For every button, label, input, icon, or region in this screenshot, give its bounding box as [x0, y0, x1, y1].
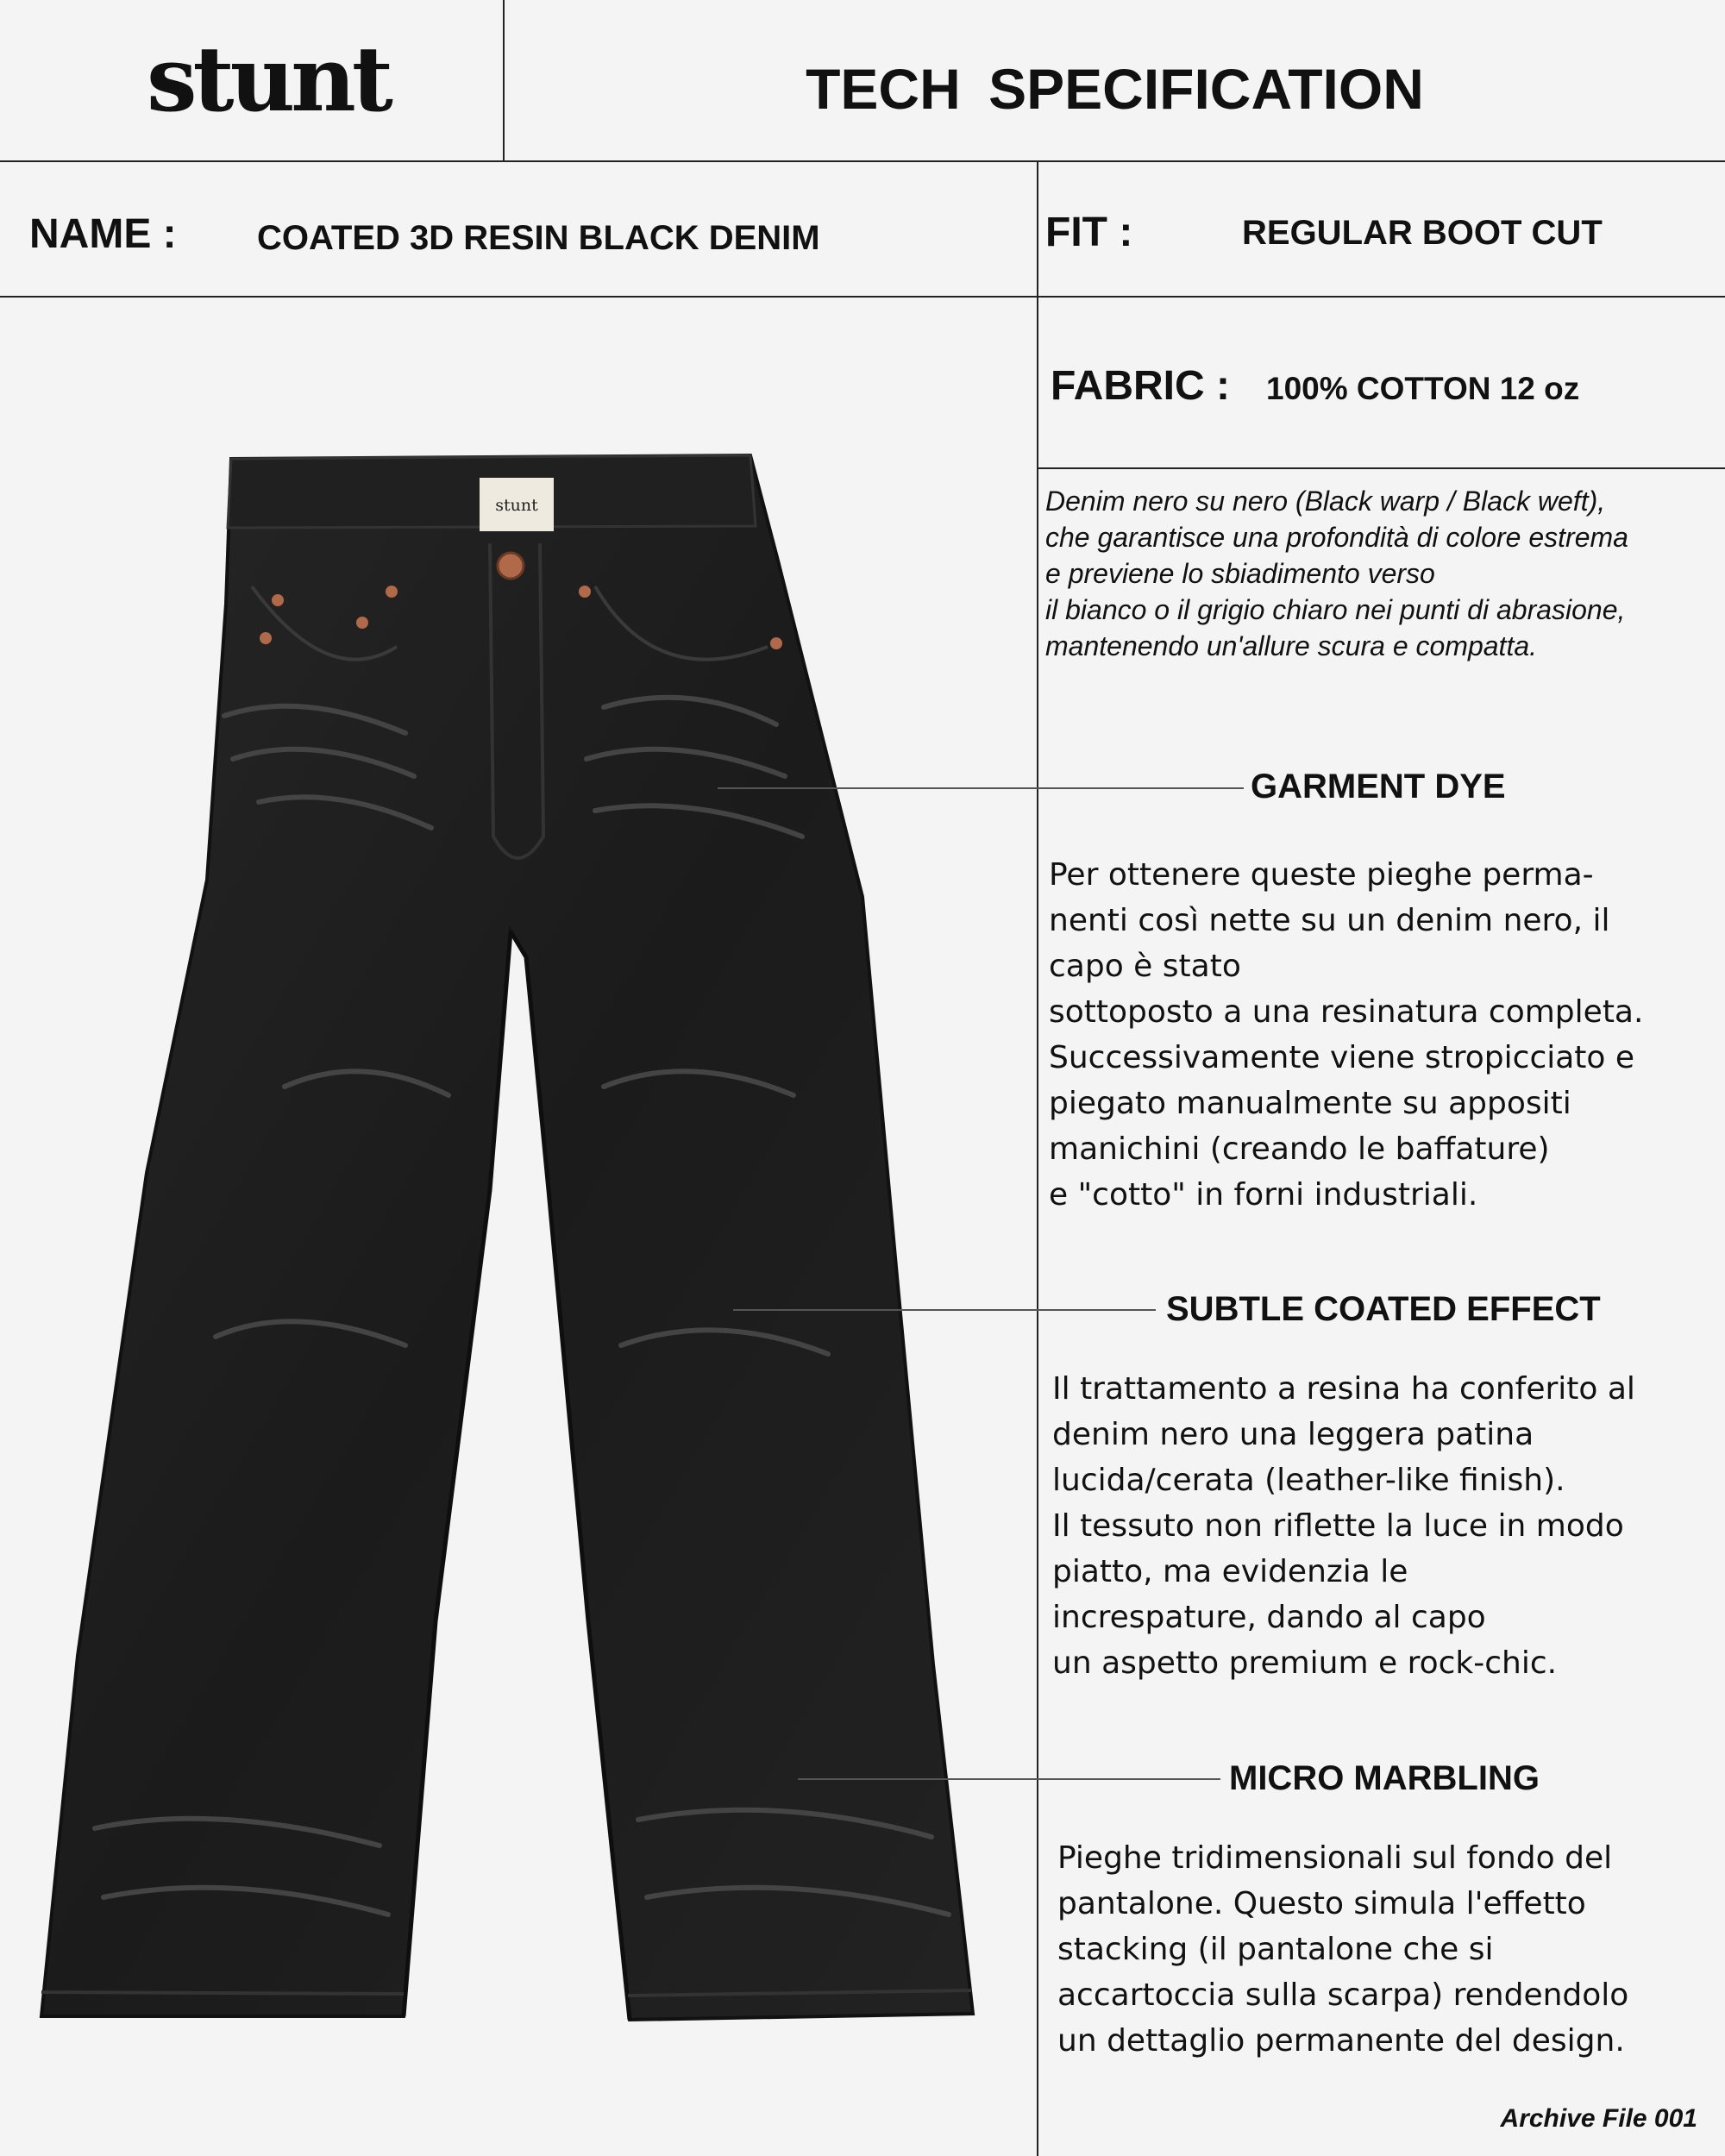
hem	[41, 1992, 404, 1994]
body-line: nenti così nette su un denim nero, il	[1049, 903, 1610, 938]
rivet	[356, 617, 368, 629]
section-body-coated-effect	[1052, 1366, 1635, 1686]
page-title: TECH SPECIFICATION	[806, 57, 1424, 121]
rivet	[260, 632, 272, 644]
header-rule	[0, 160, 1725, 162]
section-body-micro-marbling	[1057, 1835, 1628, 2064]
body-line: sottoposto a una resinatura completa.	[1049, 994, 1644, 1030]
body-line: stacking (il pantalone che si	[1057, 1932, 1494, 1967]
body-line: pantalone. Questo simula l'effetto	[1057, 1886, 1586, 1921]
rivet	[579, 586, 591, 598]
jeans-photo	[0, 431, 1037, 2053]
fabric-description	[1045, 483, 1718, 664]
body-line: e "cotto" in forni industriali.	[1049, 1177, 1478, 1213]
body-line: increspature, dando al capo	[1052, 1600, 1486, 1635]
fabric-description-line: Denim nero su nero (Black warp / Black weft),	[1045, 486, 1606, 517]
micro-marbling-leader	[798, 1778, 1220, 1780]
brand-logo: stunt	[147, 26, 389, 132]
rivet	[770, 637, 782, 649]
rivet	[272, 594, 284, 606]
body-line: capo è stato	[1049, 949, 1241, 984]
coated-effect-leader	[733, 1309, 1156, 1311]
body-line: un aspetto premium e rock-chic.	[1052, 1645, 1558, 1681]
jeans-body	[41, 455, 973, 2020]
section-title-coated-effect: SUBTLE COATED EFFECT	[1166, 1290, 1601, 1328]
fabric-description-line: che garantisce una profondità di colore estrema	[1045, 522, 1628, 553]
body-line: lucida/cerata (leather-like finish).	[1052, 1463, 1565, 1498]
brand-label-text: stunt	[495, 496, 538, 515]
body-line: manichini (creando le baffature)	[1049, 1131, 1550, 1167]
fabric-label: FABRIC :	[1051, 363, 1230, 409]
section-body-garment-dye	[1049, 852, 1643, 1218]
fabric-row-rule	[1037, 467, 1725, 469]
body-line: Per ottenere queste pieghe perma-	[1049, 857, 1594, 893]
garment-dye-leader	[718, 787, 1244, 789]
body-line: Il trattamento a resina ha conferito al	[1052, 1371, 1635, 1407]
body-line: un dettaglio permanente del design.	[1057, 2023, 1625, 2059]
fit-label: FIT :	[1045, 210, 1133, 255]
name-value: COATED 3D RESIN BLACK DENIM	[257, 219, 820, 257]
section-title-micro-marbling: MICRO MARBLING	[1229, 1759, 1540, 1797]
archive-file-label: Archive File 001	[1500, 2104, 1697, 2133]
fabric-description-line: il bianco o il grigio chiaro nei punti di abrasione,	[1045, 594, 1626, 625]
fabric-description-line: e previene lo sbiadimento verso	[1045, 558, 1435, 589]
rivet	[386, 586, 398, 598]
section-title-garment-dye: GARMENT DYE	[1251, 768, 1506, 805]
body-line: Il tessuto non riflette la luce in modo	[1052, 1508, 1624, 1544]
spec-column-divider	[1037, 160, 1038, 2156]
body-line: piatto, ma evidenzia le	[1052, 1554, 1408, 1589]
body-line: denim nero una leggera patina	[1052, 1417, 1534, 1452]
button-rivet	[498, 553, 524, 579]
body-line: Successivamente viene stropicciato e	[1049, 1040, 1635, 1075]
fabric-description-line: mantenendo un'allure scura e compatta.	[1045, 630, 1538, 661]
body-line: piegato manualmente su appositi	[1049, 1086, 1571, 1121]
body-line: accartoccia sulla scarpa) rendendolo	[1057, 1977, 1629, 2013]
fit-value: REGULAR BOOT CUT	[1242, 214, 1603, 252]
body-line: Pieghe tridimensionali sul fondo del	[1057, 1840, 1613, 1876]
name-label: NAME :	[29, 211, 177, 257]
fabric-value: 100% COTTON 12 oz	[1266, 371, 1580, 406]
name-row-rule	[0, 296, 1725, 298]
